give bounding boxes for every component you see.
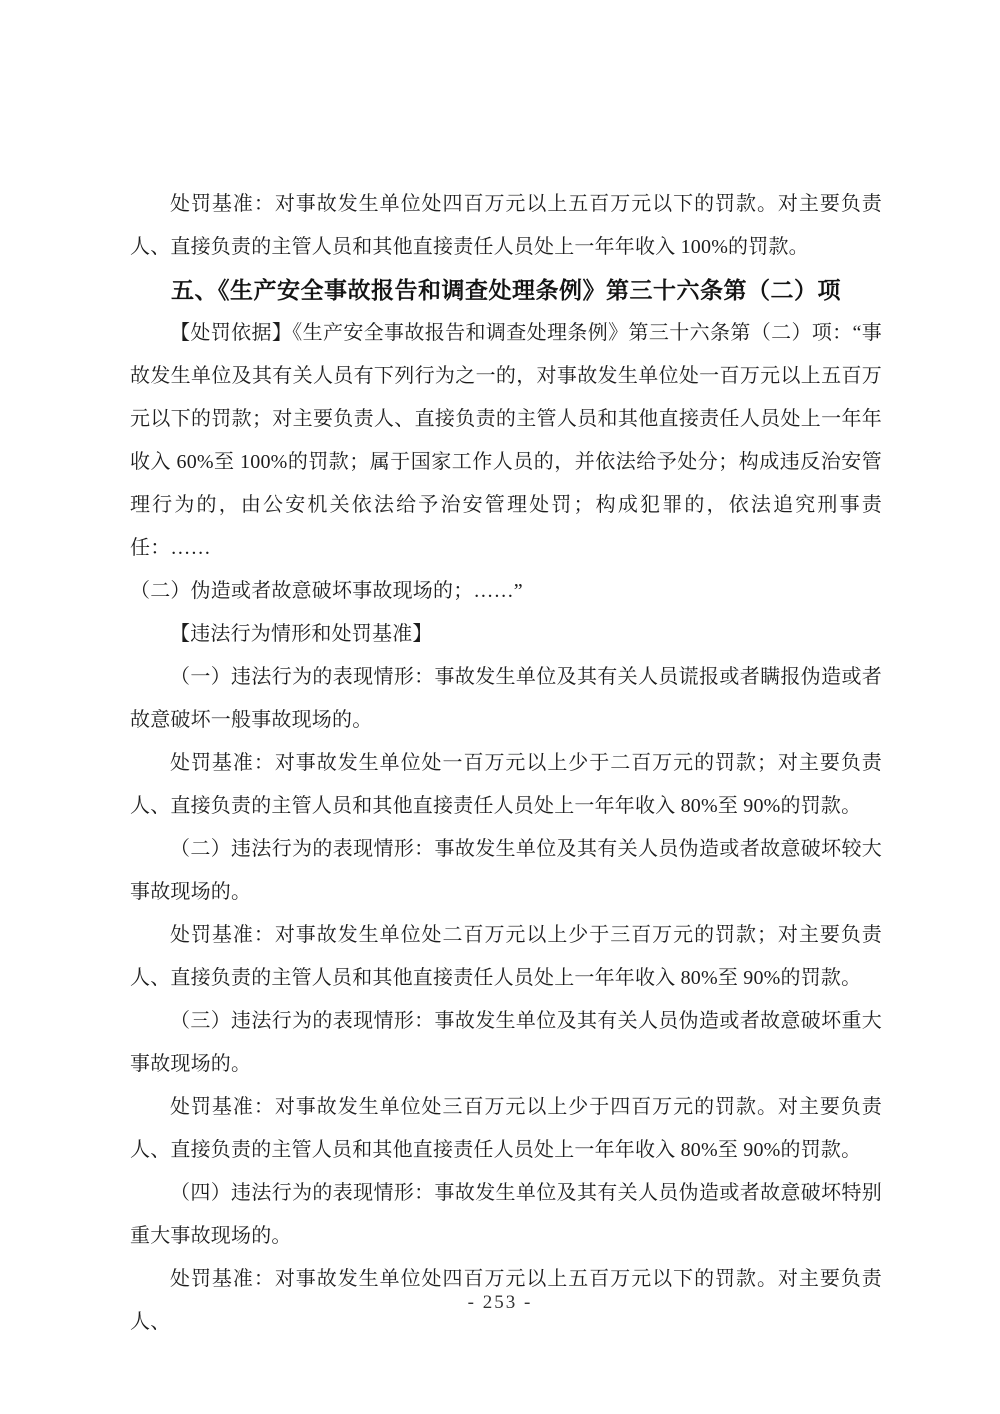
paragraph-quoted-item-2: （二）伪造或者故意破坏事故现场的；……” <box>130 580 523 602</box>
paragraph-violation-1: （一）违法行为的表现情形：事故发生单位及其有关人员谎报或者瞒报伪造或者故意破坏一般事故现场的。 <box>130 666 882 731</box>
paragraph-penalty-basis-2: 处罚基准：对事故发生单位处二百万元以上少于三百万元的罚款；对主要负责人、直接负责的主管人员和其他直接责任人员处上一年年收入 80%至 90%的罚款。 <box>130 924 882 989</box>
paragraph-penalty-legal-basis: 【处罚依据】《生产安全事故报告和调查处理条例》第三十六条第（二）项：“事故发生单位及其有关人员有下列行为之一的，对事故发生单位处一百万元以上五百万元以下的罚款；对主要负责人、直接负责的主管人员和其他直接责任人员处上一年年收入 60%至 100%的罚款；属于国家工作人员的，并依法给予处分；构成违反治安管理行为的，由公安机关依法给予治安管理处罚；构成犯罪的，依法追究刑事责任：…… <box>130 322 882 559</box>
document-content <box>130 183 882 1344</box>
paragraph-subheading-violations: 【违法行为情形和处罚基准】 <box>170 623 433 645</box>
page-number: - 253 - <box>467 1292 533 1313</box>
paragraph-violation-4: （四）违法行为的表现情形：事故发生单位及其有关人员伪造或者故意破坏特别重大事故现场的。 <box>130 1182 882 1247</box>
section-heading: 五、《生产安全事故报告和调查处理条例》第三十六条第（二）项 <box>171 278 841 303</box>
paragraph-violation-3: （三）违法行为的表现情形：事故发生单位及其有关人员伪造或者故意破坏重大事故现场的。 <box>130 1010 882 1075</box>
paragraph-penalty-basis-1: 处罚基准：对事故发生单位处一百万元以上少于二百万元的罚款；对主要负责人、直接负责的主管人员和其他直接责任人员处上一年年收入 80%至 90%的罚款。 <box>130 752 882 817</box>
paragraph-penalty-basis-prev-section: 处罚基准：对事故发生单位处四百万元以上五百万元以下的罚款。对主要负责人、直接负责的主管人员和其他直接责任人员处上一年年收入 100%的罚款。 <box>130 193 882 258</box>
paragraph-penalty-basis-4-truncated: 处罚基准：对事故发生单位处四百万元以上五百万元以下的罚款。对主要负责人、 <box>130 1268 882 1333</box>
paragraph-violation-2: （二）违法行为的表现情形：事故发生单位及其有关人员伪造或者故意破坏较大事故现场的。 <box>130 838 882 903</box>
paragraph-penalty-basis-3: 处罚基准：对事故发生单位处三百万元以上少于四百万元的罚款。对主要负责人、直接负责的主管人员和其他直接责任人员处上一年年收入 80%至 90%的罚款。 <box>130 1096 882 1161</box>
